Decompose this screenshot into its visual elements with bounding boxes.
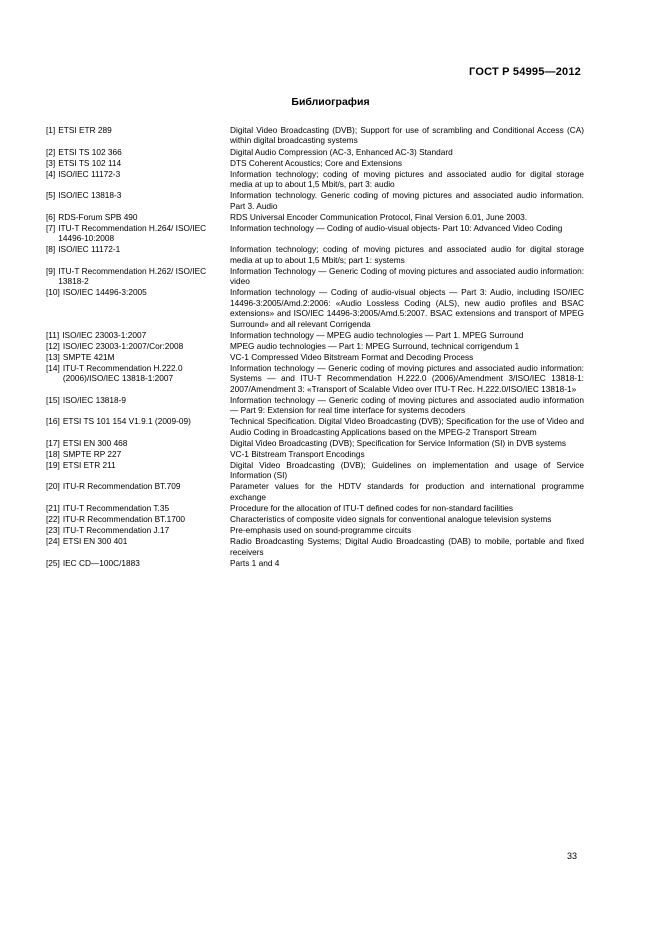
entry-number: [12] xyxy=(46,340,60,351)
entry-number: [8] xyxy=(46,244,56,255)
bibliography-entry xyxy=(46,460,584,481)
entry-source: ISO/IEC 14496-3:2005 xyxy=(62,287,147,298)
bibliography-entry xyxy=(46,287,584,329)
entry-description: Information technology — MPEG audio technologies — Part 1. MPEG Surround xyxy=(230,329,524,340)
entry-number: [13] xyxy=(46,351,60,362)
bibliography-entry xyxy=(46,223,584,244)
bibliography-entry xyxy=(46,363,584,394)
page-number: 33 xyxy=(566,851,577,861)
entry-source-column xyxy=(46,147,230,157)
entry-number: [4] xyxy=(46,168,56,179)
entry-source-column xyxy=(46,395,230,405)
entry-source: ITU-R Recommendation BT.1700 xyxy=(62,514,186,525)
entry-source-column xyxy=(46,125,230,135)
entry-source-column xyxy=(46,330,230,340)
bibliography-entry xyxy=(46,244,584,265)
entry-number: [9] xyxy=(46,265,56,276)
entry-source-column xyxy=(46,449,230,459)
entry-description: RDS Universal Encoder Communication Protocol, Final Version 6.01, June 2003. xyxy=(230,211,527,222)
entry-description: Information technology — Coding of audio-visual objects- Part 10: Advanced Video Coding xyxy=(230,222,563,233)
entry-description: Digital Audio Compression (AC-3, Enhanced AC-3) Standard xyxy=(230,146,453,157)
entry-description: Information technology — Coding of audio-visual objects — Part 3: Audio, including ISO/IEC 14496-3:2005/Amd.2:2006: «Audio Lossless Coding (ALS), new audio profiles and BSAC extensions» and ISO/IEC 14496-3:2005/Amd.5:2007. BSAC extensions and transport of MPEG Surround» and all relevant Corrigenda xyxy=(230,287,584,329)
entry-source: ISO/IEC 13818-3 xyxy=(58,190,122,201)
entry-number: [25] xyxy=(46,557,60,568)
entry-source-column xyxy=(46,416,230,426)
bibliography-list xyxy=(46,125,584,569)
entry-source-column xyxy=(46,363,230,384)
bibliography-entry xyxy=(46,125,584,146)
entry-description: Technical Specification. Digital Video Broadcasting (DVB); Specification for the use of Video and Audio Coding in Broadcasting Applications based on the MPEG-2 Transport Stream xyxy=(230,416,584,437)
entry-source-column xyxy=(46,287,230,297)
entry-source-column xyxy=(46,190,230,200)
entry-source-column xyxy=(46,438,230,448)
bibliography-entry xyxy=(46,481,584,502)
bibliography-entry xyxy=(46,525,584,535)
entry-source-column xyxy=(46,266,230,287)
entry-description: Digital Video Broadcasting (DVB); Specification for Service Information (SI) in DVB systems xyxy=(230,437,567,448)
entry-source: ISO/IEC 23003-1:2007/Cor:2008 xyxy=(62,340,184,351)
entry-source: ISO/IEC 13818-9 xyxy=(62,394,127,405)
bibliography-entry xyxy=(46,558,584,568)
bibliography-entry xyxy=(46,438,584,448)
bibliography-entry xyxy=(46,169,584,190)
bibliography-entry xyxy=(46,416,584,437)
entry-number: [16] xyxy=(46,416,60,427)
entry-source-column xyxy=(46,169,230,179)
entry-description: VC-1 Bitstream Transport Encodings xyxy=(230,448,365,459)
entry-source: RDS-Forum SPB 490 xyxy=(58,211,138,222)
entry-number: [3] xyxy=(46,157,56,168)
entry-source: ITU-T Recommendation H.262/ ISO/IEC 13818-2 xyxy=(58,265,207,287)
entry-number: [22] xyxy=(46,514,60,525)
bibliography-entry xyxy=(46,352,584,362)
entry-description: Parts 1 and 4 xyxy=(230,557,280,568)
entry-source: ETSI TS 102 114 xyxy=(58,157,122,168)
entry-source-column xyxy=(46,481,230,491)
entry-number: [20] xyxy=(46,481,60,492)
entry-description: Pre-emphasis used on sound-programme circuits xyxy=(230,525,412,536)
entry-number: [21] xyxy=(46,502,60,513)
entry-description: Characteristics of composite video signals for conventional analogue television systems xyxy=(230,514,552,525)
bibliography-entry xyxy=(46,341,584,351)
bibliography-entry xyxy=(46,514,584,524)
entry-source-column xyxy=(46,558,230,568)
page-title: Библиография xyxy=(291,96,370,108)
entry-number: [17] xyxy=(46,437,60,448)
entry-description: Information technology; coding of moving pictures and associated audio for digital storage media at up to about 1,5 Mbit/s; part 1: systems xyxy=(230,244,584,265)
entry-description: Digital Video Broadcasting (DVB); Guidelines on implementation and usage of Service Information (SI) xyxy=(230,459,584,481)
bibliography-entry xyxy=(46,395,584,416)
entry-number: [14] xyxy=(46,362,60,373)
entry-source: ITU-T Recommendation J.17 xyxy=(62,525,170,536)
entry-source: ITU-T Recommendation H.222.0 (2006)/ISO/IEC 13818-1:2007 xyxy=(62,362,183,384)
entry-description: Radio Broadcasting Systems; Digital Audio Broadcasting (DAB) to mobile, portable and fixed receivers xyxy=(230,536,584,557)
entry-source-column xyxy=(46,158,230,168)
entry-source: ISO/IEC 23003-1:2007 xyxy=(62,329,147,340)
entry-source: SMPTE 421M xyxy=(62,351,115,362)
entry-source-column xyxy=(46,212,230,222)
entry-source: ETSI ETR 289 xyxy=(58,125,112,135)
entry-description: Digital Video Broadcasting (DVB); Support for use of scrambling and Conditional Access (CA) within digital broadcasting systems xyxy=(230,125,584,146)
entry-number: [11] xyxy=(46,329,60,340)
entry-description: Parameter values for the HDTV standards for production and international programme exchange xyxy=(230,481,584,502)
entry-source-column xyxy=(46,460,230,470)
entry-source: ISO/IEC 11172-1 xyxy=(58,244,121,255)
entry-description: Information technology — Generic coding of moving pictures and associated audio information: Systems — and ITU-T Recommendation H.222.0 (2006)/Amendment 3/ISO/IEC 13818-1: 2007/Amendment 3: «Transport of Scalable Video over ITU-T Rec. H.222.0/ISO/IEC 13818-1» xyxy=(230,362,584,394)
entry-source-column xyxy=(46,223,230,244)
entry-source: ITU-T Recommendation H.264/ ISO/IEC 14496-10:2008 xyxy=(58,222,207,244)
entry-source: ITU-T Recommendation T.35 xyxy=(62,502,170,513)
bibliography-entry xyxy=(46,266,584,287)
entry-source: ETSI TS 101 154 V1.9.1 (2009-09) xyxy=(62,416,191,427)
bibliography-entry xyxy=(46,536,584,557)
entry-number: [24] xyxy=(46,536,60,547)
entry-source-column xyxy=(46,525,230,535)
entry-source-column xyxy=(46,341,230,351)
entry-source: ETSI ETR 211 xyxy=(62,459,116,470)
entry-number: [10] xyxy=(46,287,60,298)
entry-source-column xyxy=(46,503,230,513)
entry-number: [15] xyxy=(46,394,60,405)
entry-source-column xyxy=(46,352,230,362)
entry-number: [7] xyxy=(46,222,56,233)
entry-source: SMPTE RP 227 xyxy=(62,448,122,459)
entry-description: DTS Coherent Acoustics; Core and Extensions xyxy=(230,157,403,168)
entry-number: [2] xyxy=(46,146,56,157)
entry-description: Information technology — Generic coding of moving pictures and associated audio information — Part 9: Extension for real time interface for systems decoders xyxy=(230,394,584,416)
bibliography-entry xyxy=(46,449,584,459)
entry-source-column xyxy=(46,536,230,546)
bibliography-entry xyxy=(46,190,584,211)
entry-description: Information technology; coding of moving pictures and associated audio for digital storage media at up to about 1,5 Mbit/s, part 3: audio xyxy=(230,168,584,190)
entry-source: ITU-R Recommendation BT.709 xyxy=(62,481,181,492)
bibliography-entry xyxy=(46,330,584,340)
entry-description: VC-1 Compressed Video Bitstream Format and Decoding Process xyxy=(230,351,474,362)
entry-description: Procedure for the allocation of ITU-T defined codes for non-standard facilities xyxy=(230,502,514,513)
bibliography-entry xyxy=(46,503,584,513)
document-header: ГОСТ Р 54995—2012 xyxy=(469,66,581,78)
entry-source: ETSI TS 102 366 xyxy=(58,146,122,157)
entry-description: Information technology. Generic coding of moving pictures and associated audio information. Part 3. Audio xyxy=(230,190,584,211)
entry-source: ETSI EN 300 401 xyxy=(62,536,128,547)
entry-source-column xyxy=(46,244,230,254)
bibliography-entry xyxy=(46,147,584,157)
entry-number: [18] xyxy=(46,448,60,459)
entry-number: [23] xyxy=(46,525,60,536)
entry-source-column xyxy=(46,514,230,524)
entry-number: [6] xyxy=(46,211,56,222)
bibliography-entry xyxy=(46,212,584,222)
entry-number: [1] xyxy=(46,125,56,135)
entry-source: ETSI EN 300 468 xyxy=(62,437,128,448)
entry-number: [5] xyxy=(46,190,56,201)
entry-description: MPEG audio technologies — Part 1: MPEG Surround, technical corrigendum 1 xyxy=(230,340,520,351)
entry-number: [19] xyxy=(46,459,60,470)
entry-source: IEC CD—100C/1883 xyxy=(62,557,140,568)
bibliography-entry xyxy=(46,158,584,168)
entry-source: ISO/IEC 11172-3 xyxy=(58,168,121,179)
entry-description: Information Technology — Generic Coding of moving pictures and associated audio information: video xyxy=(230,265,584,287)
